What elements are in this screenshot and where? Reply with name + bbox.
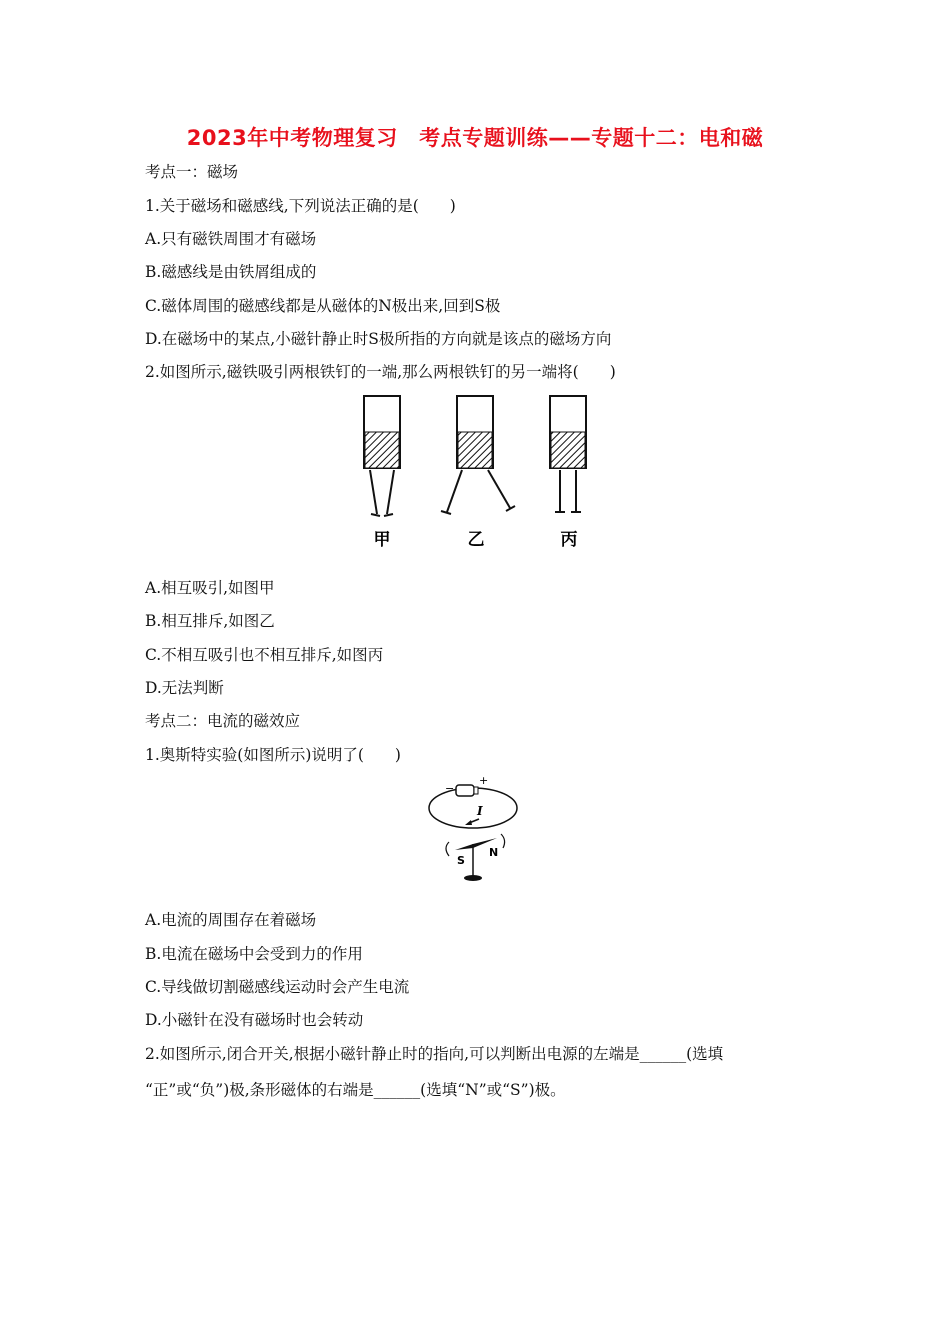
battery-icon (456, 785, 474, 796)
document-title: 2023年中考物理复习 考点专题训练——专题十二：电和磁 (186, 126, 764, 150)
question-stem: 2.如图所示,磁铁吸引两根铁钉的一端,那么两根铁钉的另一端将( ) (145, 363, 616, 381)
option-b: B.磁感线是由铁屑组成的 (145, 263, 317, 281)
south-label: S (457, 854, 465, 867)
figure-label-jia: 甲 (373, 530, 391, 550)
question-stem-line2: “正”或“负”)极,条形磁体的右端是______(选填“N”或“S”)极。 (145, 1081, 566, 1099)
section-heading-2: 考点二：电流的磁效应 (145, 712, 301, 730)
question-stem: 1.奥斯特实验(如图所示)说明了( ) (145, 746, 401, 764)
option-a: A.只有磁铁周围才有磁场 (145, 230, 317, 248)
magnet-bing (550, 396, 586, 512)
question-stem-line1: 2.如图所示,闭合开关,根据小磁针静止时的指向,可以判断出电源的左端是______(选填 (145, 1045, 724, 1063)
option-d: D.小磁针在没有磁场时也会转动 (145, 1011, 364, 1029)
oersted-experiment-figure (425, 772, 525, 887)
magnets-nails-figure (340, 390, 610, 555)
section-heading-1: 考点一：磁场 (145, 163, 239, 181)
option-a: A.相互吸引,如图甲 (145, 579, 275, 597)
option-d: D.无法判断 (145, 679, 224, 697)
north-label: N (489, 846, 499, 859)
minus-label: − (445, 782, 455, 795)
option-b: B.相互排斥,如图乙 (145, 612, 275, 630)
question-stem: 1.关于磁场和磁感线,下列说法正确的是( ) (145, 197, 456, 215)
magnet-jia (364, 396, 400, 516)
option-c: C.磁体周围的磁感线都是从磁体的N极出来,回到S极 (145, 297, 501, 315)
option-b: B.电流在磁场中会受到力的作用 (145, 945, 363, 963)
figure-label-yi: 乙 (467, 530, 485, 550)
option-d: D.在磁场中的某点,小磁针静止时S极所指的方向就是该点的磁场方向 (145, 330, 612, 348)
figure-label-bing: 丙 (560, 530, 578, 550)
option-a: A.电流的周围存在着磁场 (145, 911, 317, 929)
option-c: C.不相互吸引也不相互排斥,如图丙 (145, 646, 384, 664)
current-label: I (477, 804, 483, 818)
option-c: C.导线做切割磁感线运动时会产生电流 (145, 978, 410, 996)
magnet-yi (441, 396, 515, 514)
plus-label: + (479, 774, 489, 787)
